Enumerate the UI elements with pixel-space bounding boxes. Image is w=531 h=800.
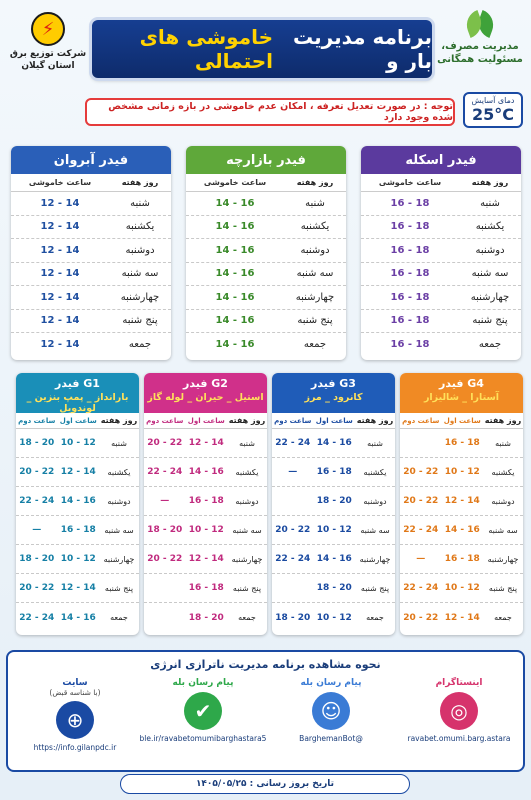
table-row xyxy=(272,603,395,632)
table-row xyxy=(361,216,521,240)
day-cell: سه شنبه xyxy=(488,525,518,535)
header-day: روز هفته xyxy=(228,416,266,425)
second-time-cell: 20 - 22 xyxy=(19,583,55,593)
table-row xyxy=(16,458,139,487)
channel-card[interactable] xyxy=(11,678,139,768)
table-row xyxy=(272,516,395,545)
table-row xyxy=(11,310,171,334)
time-cell: 14 - 16 xyxy=(215,244,255,256)
first-time-cell: 14 - 16 xyxy=(60,496,96,506)
table-row xyxy=(144,574,267,603)
feeder-table xyxy=(186,146,346,360)
table-header xyxy=(272,413,395,429)
channel-name: سایت xyxy=(62,678,88,688)
first-time-cell: 14 - 16 xyxy=(316,438,352,448)
table-row xyxy=(11,286,171,310)
day-cell: جمعه xyxy=(303,339,327,351)
second-time-cell: 20 - 22 xyxy=(275,525,311,535)
day-cell: چهارشنبه xyxy=(231,554,263,564)
second-time-cell: 20 - 22 xyxy=(147,554,183,564)
first-time-cell: 12 - 14 xyxy=(188,438,224,448)
day-cell: پنج شنبه xyxy=(360,583,390,593)
day-cell: دوشنبه xyxy=(235,496,259,506)
header-first: ساعت اول xyxy=(443,416,481,425)
day-cell: جمعه xyxy=(128,339,152,351)
table-row xyxy=(272,458,395,487)
first-time-cell: 12 - 14 xyxy=(188,554,224,564)
table-row xyxy=(361,310,521,334)
company-line2: استان گیلان xyxy=(21,61,75,71)
g-feeder-name: G4 فیدر xyxy=(439,377,484,390)
day-cell: دوشنبه xyxy=(475,244,505,256)
day-cell: شنبه xyxy=(239,438,255,448)
table-header xyxy=(186,174,346,192)
time-cell: 14 - 16 xyxy=(215,339,255,351)
second-time-cell: 20 - 22 xyxy=(19,467,55,477)
time-cell: 16 - 18 xyxy=(390,221,430,233)
time-cell: 12 - 14 xyxy=(40,268,80,280)
day-cell: پنج شنبه xyxy=(104,583,134,593)
feeder-table xyxy=(361,146,521,360)
day-cell: پنج شنبه xyxy=(232,583,262,593)
channel-link[interactable]: https://info.gilanpdc.ir xyxy=(33,743,117,752)
header-time: ساعت خاموشی xyxy=(28,178,92,187)
day-cell: شنبه xyxy=(130,197,150,209)
time-cell: 14 - 16 xyxy=(215,315,255,327)
first-time-cell: 10 - 12 xyxy=(60,438,96,448)
first-time-cell: 10 - 12 xyxy=(188,525,224,535)
channel-name: اینستاگرام xyxy=(435,678,483,688)
eco-line1: مدیریت مصرف، xyxy=(441,41,519,52)
day-cell: یکشنبه xyxy=(300,221,330,233)
table-row xyxy=(400,487,523,516)
first-time-cell: 16 - 18 xyxy=(444,554,480,564)
eco-badge xyxy=(435,8,525,88)
second-time-cell: — xyxy=(32,525,42,535)
time-cell: 12 - 14 xyxy=(40,291,80,303)
title-part1: برنامه مدیریت بار و xyxy=(292,25,432,73)
first-time-cell: 16 - 18 xyxy=(316,467,352,477)
header-day: روز هفته xyxy=(121,178,159,187)
channel-name: پیام رسان بله xyxy=(172,678,234,688)
day-cell: پنج شنبه xyxy=(488,583,518,593)
g-feeder-name: G2 فیدر xyxy=(183,377,228,390)
time-cell: 14 - 16 xyxy=(215,221,255,233)
day-cell: دوشنبه xyxy=(125,244,155,256)
table-header xyxy=(16,413,139,429)
check-icon[interactable]: ✔ xyxy=(184,692,222,730)
table-row xyxy=(144,603,267,632)
channel-link[interactable]: ravabet.omumi.barg.astara xyxy=(407,734,511,743)
table-header xyxy=(361,174,521,192)
title-banner xyxy=(92,20,432,78)
channel-card[interactable] xyxy=(139,678,267,768)
day-cell: یکشنبه xyxy=(107,467,131,477)
table-row xyxy=(186,192,346,216)
second-time-cell: 22 - 24 xyxy=(19,496,55,506)
table-row xyxy=(186,239,346,263)
first-time-cell: 10 - 12 xyxy=(444,583,480,593)
g-feeder-area: آستارا _ شالیزار xyxy=(423,392,500,403)
day-cell: یکشنبه xyxy=(125,221,155,233)
day-cell: چهارشنبه xyxy=(103,554,135,564)
g-feeder-table xyxy=(16,373,139,635)
second-time-cell: 20 - 22 xyxy=(403,467,439,477)
instagram-icon[interactable]: ◎ xyxy=(440,692,478,730)
table-row xyxy=(11,216,171,240)
second-time-cell: 20 - 22 xyxy=(403,496,439,506)
table-row xyxy=(144,429,267,458)
g-feeder-title xyxy=(16,373,139,413)
header-day: روز هفته xyxy=(296,178,334,187)
table-row xyxy=(16,487,139,516)
table-row xyxy=(361,192,521,216)
table-row xyxy=(272,545,395,574)
g-feeder-name: G1 فیدر xyxy=(55,377,100,390)
header-day: روز هفته xyxy=(484,416,522,425)
table-row xyxy=(400,458,523,487)
time-cell: 16 - 18 xyxy=(390,315,430,327)
first-time-cell: 12 - 14 xyxy=(444,496,480,506)
day-cell: جمعه xyxy=(478,339,502,351)
second-time-cell: 22 - 24 xyxy=(275,438,311,448)
day-cell: پنج شنبه xyxy=(472,315,508,327)
table-row xyxy=(11,333,171,357)
g-feeder-title xyxy=(272,373,395,413)
header-second: ساعت دوم xyxy=(146,416,184,425)
day-cell: دوشنبه xyxy=(491,496,515,506)
second-time-cell: 18 - 20 xyxy=(147,525,183,535)
table-row xyxy=(11,239,171,263)
header xyxy=(6,8,525,92)
day-cell: چهارشنبه xyxy=(295,291,335,303)
time-cell: 16 - 18 xyxy=(390,339,430,351)
first-time-cell: 10 - 12 xyxy=(444,467,480,477)
day-cell: یکشنبه xyxy=(363,467,387,477)
header-day: روز هفته xyxy=(356,416,394,425)
second-time-cell: 18 - 20 xyxy=(19,438,55,448)
company-logo xyxy=(6,8,90,88)
feeder-title: فیدر بازارچه xyxy=(186,146,346,174)
table-row xyxy=(400,516,523,545)
time-cell: 14 - 16 xyxy=(215,291,255,303)
second-time-cell: 18 - 20 xyxy=(275,612,311,623)
first-time-cell: 14 - 16 xyxy=(188,467,224,477)
table-row xyxy=(272,487,395,516)
day-cell: پنج شنبه xyxy=(297,315,333,327)
time-cell: 16 - 18 xyxy=(390,197,430,209)
channel-name: پیام رسان بله xyxy=(300,678,362,688)
table-row xyxy=(272,429,395,458)
second-time-cell: 22 - 24 xyxy=(403,525,439,535)
day-cell: یکشنبه xyxy=(491,467,515,477)
table-row xyxy=(144,545,267,574)
comfort-value: 25°C xyxy=(471,105,514,124)
first-time-cell: 12 - 14 xyxy=(444,612,480,623)
header-first: ساعت اول xyxy=(315,416,353,425)
first-time-cell: 10 - 12 xyxy=(316,612,352,623)
day-cell: شنبه xyxy=(305,197,325,209)
first-time-cell: 10 - 12 xyxy=(316,525,352,535)
table-row xyxy=(361,333,521,357)
update-date: تاریخ بروز رسانی : ۱۴۰۵/۰۵/۲۵ xyxy=(120,774,410,794)
feeder-table xyxy=(11,146,171,360)
comfort-temp xyxy=(463,92,523,128)
channel-card[interactable] xyxy=(267,678,395,768)
table-header xyxy=(400,413,523,429)
second-time-cell: 22 - 24 xyxy=(403,583,439,593)
table-row xyxy=(144,487,267,516)
table-row xyxy=(361,239,521,263)
g-feeder-title xyxy=(144,373,267,413)
first-time-cell: 12 - 14 xyxy=(60,467,96,477)
first-time-cell: 14 - 16 xyxy=(444,525,480,535)
g-feeder-table xyxy=(144,373,267,635)
day-cell: یکشنبه xyxy=(475,221,505,233)
first-time-cell: 14 - 16 xyxy=(60,612,96,623)
second-time-cell: 22 - 24 xyxy=(19,612,55,623)
second-time-cell: 22 - 24 xyxy=(147,467,183,477)
table-row xyxy=(11,192,171,216)
time-cell: 12 - 14 xyxy=(40,197,80,209)
g-feeder-name: G3 فیدر xyxy=(311,377,356,390)
day-cell: چهارشنبه xyxy=(487,554,519,564)
g-feeder-area: بارانداز _ پمپ بنزین _ لوندویل xyxy=(26,392,129,414)
second-time-cell: — xyxy=(288,467,298,477)
header-second: ساعت دوم xyxy=(402,416,440,425)
channel-card[interactable] xyxy=(395,678,523,768)
time-cell: 12 - 14 xyxy=(40,339,80,351)
table-row xyxy=(186,263,346,287)
header-time: ساعت خاموشی xyxy=(203,178,267,187)
first-time-cell: 16 - 18 xyxy=(444,438,480,448)
day-cell: دوشنبه xyxy=(363,496,387,506)
time-cell: 16 - 18 xyxy=(390,291,430,303)
second-time-cell: 20 - 22 xyxy=(403,612,439,623)
day-cell: جمعه xyxy=(494,613,512,622)
first-time-cell: 18 - 20 xyxy=(316,496,352,506)
table-row xyxy=(16,603,139,632)
channel-note: (با شناسه قبض) xyxy=(49,688,101,697)
title-part2: خاموشی های احتمالی xyxy=(139,25,274,73)
channel-link[interactable]: ble.ir/ravabetomumibarghastara5 xyxy=(139,734,267,743)
header-second: ساعت دوم xyxy=(274,416,312,425)
header-day: روز هفته xyxy=(471,178,509,187)
day-cell: جمعه xyxy=(238,613,256,622)
time-cell: 14 - 16 xyxy=(215,197,255,209)
table-row xyxy=(272,574,395,603)
bale-bot-icon[interactable]: ☺ xyxy=(312,692,350,730)
day-cell: سه شنبه xyxy=(121,268,159,280)
day-cell: شنبه xyxy=(480,197,500,209)
first-time-cell: 16 - 18 xyxy=(188,496,224,506)
day-cell: دوشنبه xyxy=(107,496,131,506)
day-cell: سه شنبه xyxy=(296,268,334,280)
company-line1: شرکت توزیع برق xyxy=(9,49,87,59)
day-cell: چهارشنبه xyxy=(359,554,391,564)
power-logo-icon: ⚡ xyxy=(31,12,65,46)
first-time-cell: 18 - 20 xyxy=(316,583,352,593)
day-cell: سه شنبه xyxy=(232,525,262,535)
table-row xyxy=(144,458,267,487)
eco-line2: مسئولیت همگانی xyxy=(437,54,523,65)
feeder-title: فیدر آبروان xyxy=(11,146,171,174)
second-time-cell: — xyxy=(160,496,170,506)
leaf-icon xyxy=(462,12,498,38)
table-row xyxy=(400,574,523,603)
header-day: روز هفته xyxy=(100,416,138,425)
day-cell: چهارشنبه xyxy=(470,291,510,303)
table-row xyxy=(16,516,139,545)
second-time-cell: 22 - 24 xyxy=(275,554,311,564)
footer xyxy=(6,650,525,772)
second-time-cell: — xyxy=(416,554,426,564)
feeder-title: فیدر اسکله xyxy=(361,146,521,174)
day-cell: پنج شنبه xyxy=(122,315,158,327)
g-feeder-area: کانرود _ مرز xyxy=(304,392,363,403)
table-row xyxy=(361,286,521,310)
day-cell: شنبه xyxy=(111,438,127,448)
time-cell: 16 - 18 xyxy=(390,244,430,256)
day-cell: چهارشنبه xyxy=(120,291,160,303)
day-cell: سه شنبه xyxy=(360,525,390,535)
table-header xyxy=(11,174,171,192)
header-first: ساعت اول xyxy=(59,416,97,425)
first-time-cell: 18 - 20 xyxy=(188,612,224,623)
header-first: ساعت اول xyxy=(187,416,225,425)
table-row xyxy=(16,574,139,603)
first-time-cell: 16 - 18 xyxy=(60,525,96,535)
table-row xyxy=(186,216,346,240)
second-time-cell: 18 - 20 xyxy=(19,554,55,564)
globe-icon[interactable]: ⊕ xyxy=(56,701,94,739)
second-time-cell: 20 - 22 xyxy=(147,438,183,448)
time-cell: 12 - 14 xyxy=(40,244,80,256)
day-cell: شنبه xyxy=(495,438,511,448)
day-cell: دوشنبه xyxy=(300,244,330,256)
table-header xyxy=(144,413,267,429)
first-time-cell: 14 - 16 xyxy=(316,554,352,564)
table-row xyxy=(400,603,523,632)
g-feeder-table xyxy=(400,373,523,635)
table-row xyxy=(186,286,346,310)
table-row xyxy=(16,429,139,458)
first-time-cell: 16 - 18 xyxy=(188,583,224,593)
day-cell: جمعه xyxy=(110,613,128,622)
day-cell: یکشنبه xyxy=(235,467,259,477)
table-row xyxy=(186,310,346,334)
footer-title: نحوه مشاهده برنامه مدیریت ناترازی انرژی xyxy=(150,658,381,671)
g-feeder-title xyxy=(400,373,523,413)
channel-link[interactable]: BarghemanBot@ xyxy=(299,734,363,743)
table-row xyxy=(16,545,139,574)
table-row xyxy=(400,429,523,458)
table-row xyxy=(11,263,171,287)
time-cell: 12 - 14 xyxy=(40,315,80,327)
g-feeder-area: استیل _ حیران _ لوله گاز xyxy=(147,392,264,403)
header-time: ساعت خاموشی xyxy=(378,178,442,187)
table-row xyxy=(400,545,523,574)
time-cell: 16 - 18 xyxy=(390,268,430,280)
day-cell: شنبه xyxy=(367,438,383,448)
time-cell: 14 - 16 xyxy=(215,268,255,280)
day-cell: سه شنبه xyxy=(104,525,134,535)
header-second: ساعت دوم xyxy=(18,416,56,425)
table-row xyxy=(144,516,267,545)
g-feeder-table xyxy=(272,373,395,635)
day-cell: سه شنبه xyxy=(471,268,509,280)
first-time-cell: 10 - 12 xyxy=(60,554,96,564)
table-row xyxy=(361,263,521,287)
table-row xyxy=(186,333,346,357)
comfort-label: دمای آسایش xyxy=(471,96,515,105)
notice: توجه : در صورت تعدیل تعرفه ، امکان عدم خاموشی در بازه زمانی مشخص شده وجود دارد xyxy=(85,98,455,126)
day-cell: جمعه xyxy=(366,613,384,622)
time-cell: 12 - 14 xyxy=(40,221,80,233)
first-time-cell: 12 - 14 xyxy=(60,583,96,593)
